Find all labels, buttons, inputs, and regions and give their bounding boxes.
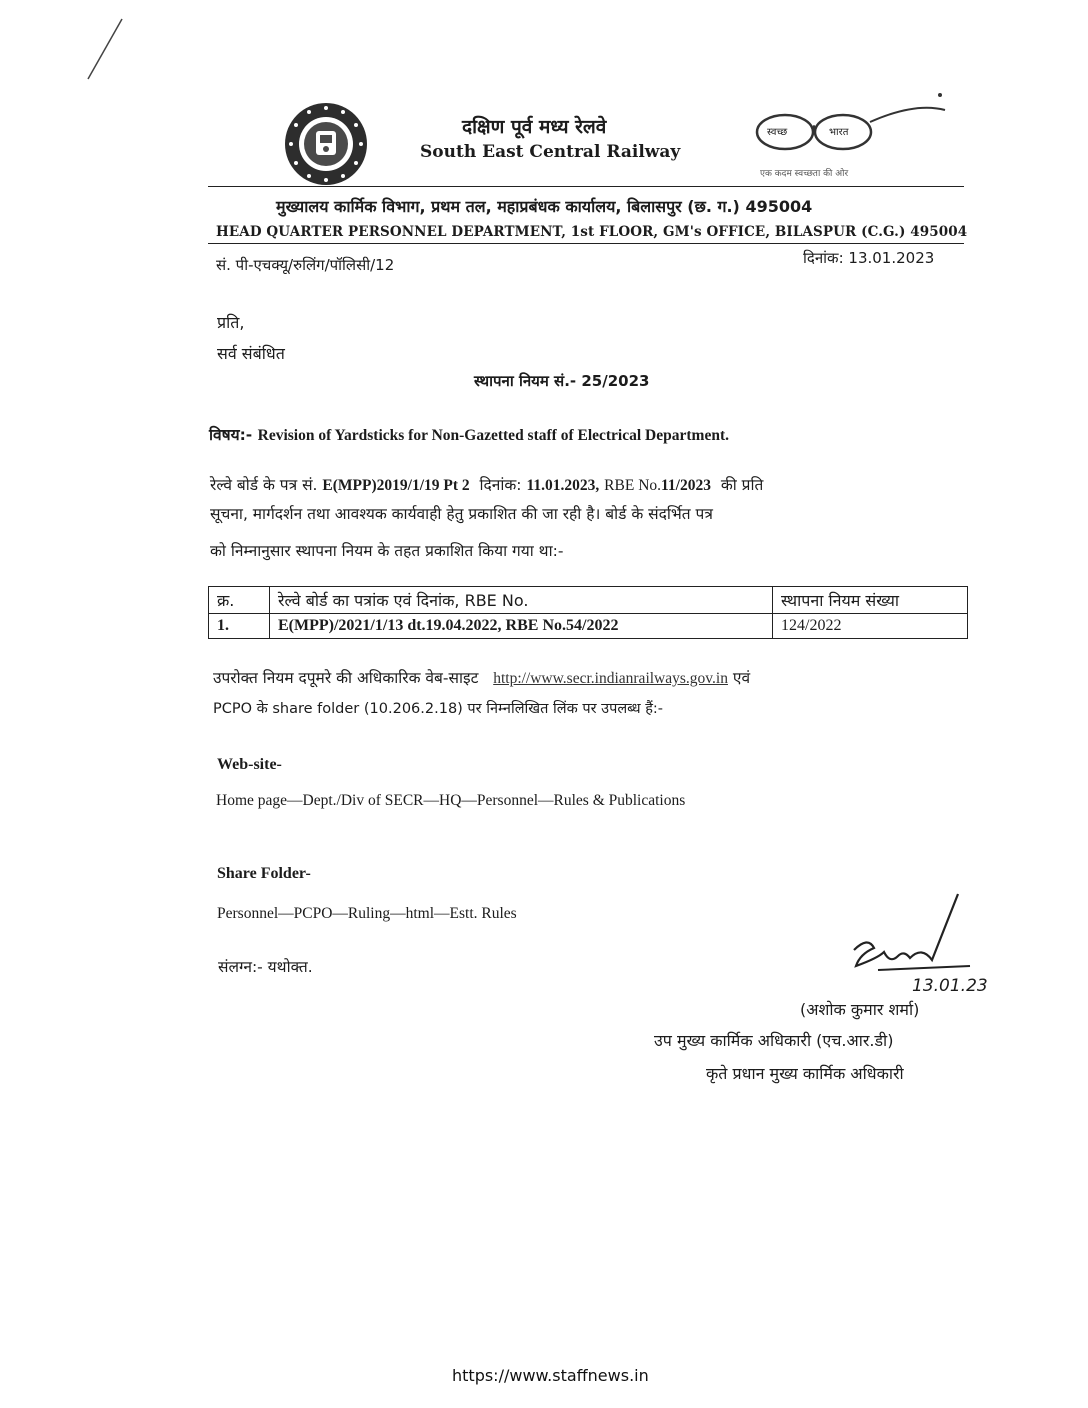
subject-text: Revision of Yardsticks for Non-Gazetted staff of Electrical Department. bbox=[257, 427, 729, 444]
share-folder-label: Share Folder- bbox=[217, 865, 311, 882]
para1-l1-g: की प्रति bbox=[720, 476, 764, 494]
header-divider bbox=[208, 186, 964, 187]
subject-line bbox=[209, 423, 729, 445]
circular-title: स्थापना नियम सं.- 25/2023 bbox=[474, 372, 650, 390]
table-header-cell: रेल्वे बोर्ड का पत्रांक एवं दिनांक, RBE No. bbox=[270, 587, 773, 614]
para1-l1-f: 11/2023 bbox=[661, 477, 711, 494]
para1-line3: को निम्नानुसार स्थापना नियम के तहत प्रकाशित किया गया था:- bbox=[210, 542, 564, 560]
website-path: Home page—Dept./Div of SECR—HQ—Personnel—Rules & Publications bbox=[216, 792, 686, 809]
para2-line1 bbox=[213, 666, 750, 688]
subject-label: विषय:- bbox=[209, 426, 253, 444]
table-cell: 124/2022 bbox=[773, 614, 968, 639]
table-header-cell: स्थापना नियम संख्या bbox=[773, 587, 968, 614]
org-name-english: South East Central Railway bbox=[420, 142, 681, 162]
dept-address-english-text: HEAD QUARTER PERSONNEL DEPARTMENT, 1st FLOOR, GM's OFFICE, BILASPUR (C.G.) 495004 bbox=[216, 224, 968, 240]
swachh-bharat-glasses-icon bbox=[740, 92, 955, 154]
para1-l1-a: रेल्वे बोर्ड के पत्र सं. bbox=[210, 476, 318, 494]
swachh-right-label: भारत bbox=[829, 127, 849, 138]
website-link[interactable]: http://www.secr.indianrailways.gov.in bbox=[493, 670, 728, 687]
para1-l1-b: E(MPP)2019/1/19 Pt 2 bbox=[322, 477, 470, 494]
to-recipient: सर्व संबंधित bbox=[217, 344, 285, 363]
para2-line2: PCPO के share folder (10.206.2.18) पर निम्नलिखित लिंक पर उपलब्ध हैं:- bbox=[213, 701, 664, 717]
swachh-tagline: एक कदम स्वच्छता की ओर bbox=[760, 169, 849, 179]
para1-l1-c: दिनांक: bbox=[479, 476, 522, 494]
footer-url[interactable]: https://www.staffnews.in bbox=[452, 1366, 649, 1385]
org-name-hindi: दक्षिण पूर्व मध्य रेलवे bbox=[462, 116, 607, 138]
signatory-designation: उप मुख्य कार्मिक अधिकारी (एच.आर.डी) bbox=[654, 1031, 894, 1050]
enclosure: संलग्न:- यथोक्त. bbox=[218, 958, 313, 976]
reference-table bbox=[208, 586, 968, 639]
dept-address-english bbox=[216, 224, 967, 240]
para1-l1-e: RBE No. bbox=[604, 477, 662, 494]
signatory-for: कृते प्रधान मुख्य कार्मिक अधिकारी bbox=[706, 1064, 904, 1083]
pen-mark bbox=[80, 15, 130, 85]
reference-number: सं. पी-एचक्यू/रुलिंग/पॉलिसी/12 bbox=[216, 256, 395, 274]
dept-address-hindi: मुख्यालय कार्मिक विभाग, प्रथम तल, महाप्रबंधक कार्यालय, बिलासपुर (छ. ग.) 495004 bbox=[276, 197, 813, 216]
website-label: Web-site- bbox=[217, 756, 282, 773]
table-header-cell: क्र. bbox=[209, 587, 270, 614]
to-label: प्रति, bbox=[217, 313, 245, 332]
table-row bbox=[209, 614, 968, 639]
signatory-name: (अशोक कुमार शर्मा) bbox=[800, 1000, 920, 1019]
swachh-left-label: स्वच्छ bbox=[767, 127, 788, 138]
table-cell: E(MPP)/2021/1/13 dt.19.04.2022, RBE No.54/2022 bbox=[270, 614, 773, 639]
para1-l1-d: 11.01.2023, bbox=[526, 477, 600, 494]
indian-railways-logo-icon bbox=[283, 101, 369, 187]
para1-line2: सूचना, मार्गदर्शन तथा आवश्यक कार्यवाही हेतु प्रकाशित की जा रही है। बोर्ड के संदर्भित पत्र bbox=[210, 505, 713, 523]
signature-date: 13.01.23 bbox=[912, 976, 988, 996]
para2-l1-b: एवं bbox=[732, 669, 751, 687]
table-cell: 1. bbox=[209, 614, 270, 639]
share-folder-path: Personnel—PCPO—Ruling—html—Estt. Rules bbox=[217, 905, 517, 922]
address-divider bbox=[208, 243, 964, 244]
para1-line1 bbox=[210, 473, 763, 495]
table-header-row bbox=[209, 587, 968, 614]
letter-date: दिनांक: 13.01.2023 bbox=[803, 249, 935, 267]
signature-scribble bbox=[840, 880, 980, 990]
para2-l1-a: उपरोक्त नियम दपूमरे की अधिकारिक वेब-साइट bbox=[213, 669, 479, 687]
